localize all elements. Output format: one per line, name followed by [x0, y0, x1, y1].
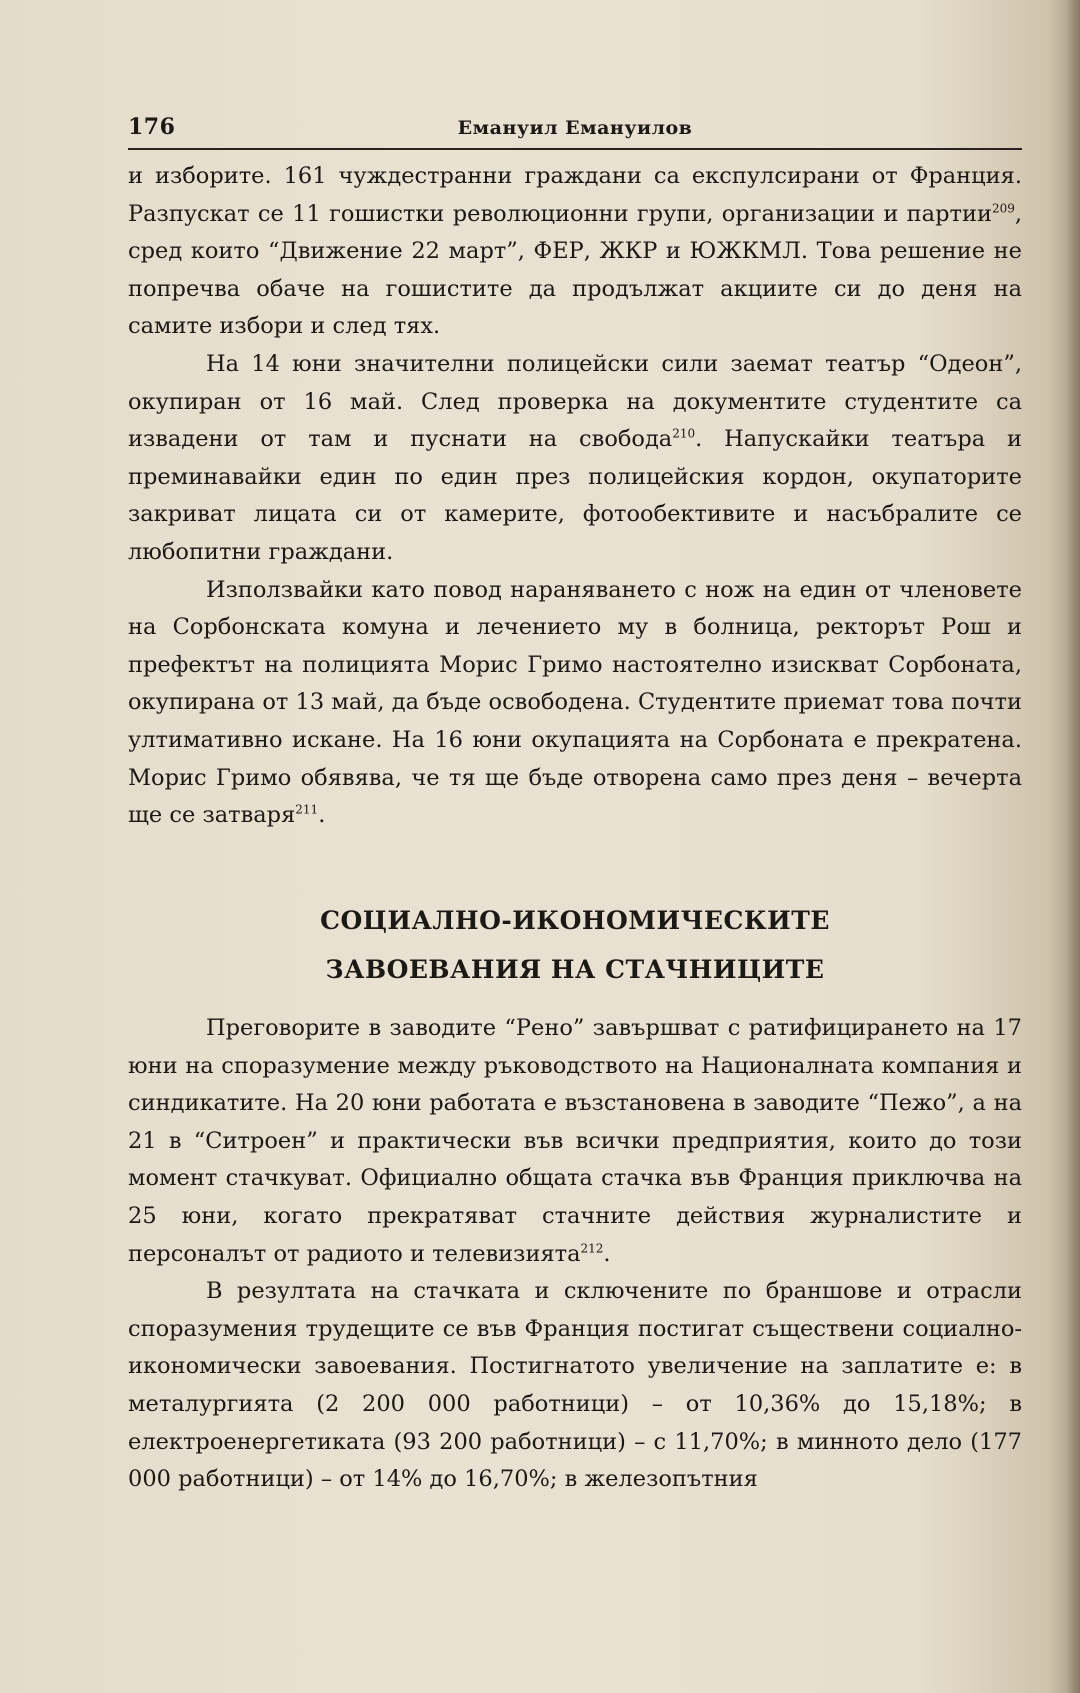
paragraph-text: . — [318, 802, 326, 829]
paragraph-text: и изборите. 161 чуждестранни граждани са експулсирани от Франция. Разпускат се 11 гошистки революционни групи, организации и партии — [128, 163, 1022, 227]
paragraph-text: Използвайки като повод нараняването с нож на един от членовете на Сорбонската комуна и лечението му в болница, ректорът Рош и префектът на полицията Морис Гримо настоятелно изискват Сорбоната, окупирана от 13 май, да бъде освободена. Студентите приемат това почти ултимативно искане. На 16 юни окупацията на Сорбоната е прекратена. Морис Гримо обявява, че тя ще бъде отворена само през деня – вечерта ще се затваря — [128, 576, 1022, 829]
paragraph-text: . — [603, 1240, 611, 1267]
section-heading — [128, 896, 1022, 994]
body-text-top — [128, 158, 1022, 835]
page-edge-shadow — [1066, 0, 1080, 1693]
body-text-bottom — [128, 1010, 1022, 1499]
footnote-ref: 212 — [580, 1241, 604, 1256]
paragraph-text: На 14 юни значителни полицейски сили заемат театър “Одеон”, окупиран от 16 май. След проверка на документите студентите са извадени от там и пуснати на свобода — [128, 350, 1022, 453]
paragraph — [128, 1010, 1022, 1273]
paragraph-text: , сред които “Движение 22 март”, ФЕР, ЖКР и ЮЖКМЛ. Това решение не попречва обаче на гошистите да продължат акциите си до деня на самите избори и след тях. — [128, 200, 1022, 340]
paragraph — [128, 158, 1022, 346]
section-heading-line-1: СОЦИАЛНО-ИКОНОМИЧЕСКИТЕ — [320, 906, 830, 935]
footnote-ref: 209 — [991, 201, 1015, 216]
footnote-ref: 211 — [295, 802, 319, 817]
paragraph — [128, 572, 1022, 835]
running-head: Емануил Емануилов — [457, 117, 693, 139]
paragraph — [128, 346, 1022, 572]
page-number: 176 — [128, 114, 176, 140]
paragraph-text: В резултата на стачката и сключените по браншове и отрасли споразумения трудещите се във Франция постигат съществени социално-икономически завоевания. Постигнатото увеличение на заплатите е: в металургията (2 200 000 работници) – от 10,36% до 15,18%; в електроенергетиката (93 200 работници) – с 11,70%; в минното дело (177 000 работници) – от 14% до 16,70%; в железопътния — [128, 1278, 1022, 1493]
paragraph-text: Преговорите в заводите “Рено” завършват с ратифицирането на 17 юни на споразумение между ръководството на Националната компания и синдикатите. На 20 юни работата е възстановена в заводите “Пежо”, а на 21 в “Ситроен” и практически във всички предприятия, които до този момент стачкуват. Официално общата стачка във Франция приключва на 25 юни, когато прекратяват стачните действия журналистите и персоналът от радиото и телевизията — [128, 1015, 1022, 1267]
paragraph-text: . Напускайки театъра и преминавайки един по един през полицейския кордон, окупаторите закриват лицата си от камерите, фотообективите и насъбралите се любопитни граждани. — [128, 426, 1022, 565]
paragraph — [128, 1273, 1022, 1499]
section-heading-line-2: ЗАВОЕВАНИЯ НА СТАЧНИЦИТЕ — [325, 955, 825, 984]
page-header — [128, 108, 1022, 150]
footnote-ref: 210 — [672, 426, 696, 441]
